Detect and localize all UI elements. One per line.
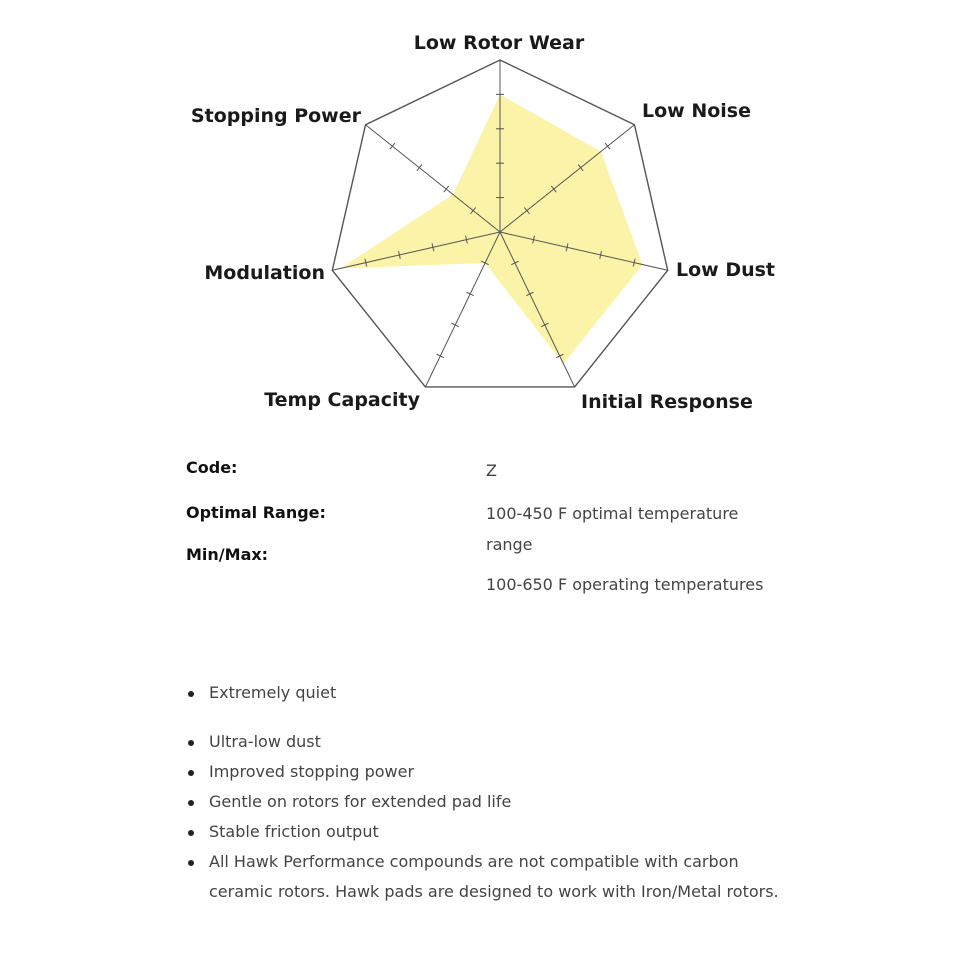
feature-list: [186, 678, 786, 907]
data-area: [341, 94, 643, 363]
axis-tick: [390, 143, 395, 149]
axis-tick: [437, 354, 444, 357]
axis-label: Low Noise: [642, 100, 751, 122]
min-max-value: 100-650 F operating temperatures: [486, 575, 764, 594]
list-item: Extremely quiet: [186, 678, 786, 708]
axis-label: Temp Capacity: [264, 389, 420, 411]
axis-label: Modulation: [204, 262, 325, 284]
optimal-range-label: Optimal Range:: [186, 503, 326, 522]
list-item: Gentle on rotors for extended pad life: [186, 787, 786, 817]
axis-label: Stopping Power: [190, 105, 361, 127]
list-item: Stable friction output: [186, 817, 786, 847]
axis-label: Low Rotor Wear: [413, 32, 585, 54]
axis-tick: [467, 292, 474, 295]
code-label: Code:: [186, 458, 238, 477]
list-item: Ultra-low dust: [186, 727, 786, 757]
axis-tick: [444, 186, 449, 192]
axis-tick: [605, 143, 610, 149]
axis-label: Low Dust: [676, 259, 776, 281]
axis-tick: [452, 323, 459, 326]
axis-label: Initial Response: [581, 391, 753, 413]
min-max-label: Min/Max:: [186, 545, 269, 564]
axis-tick: [417, 165, 422, 171]
list-item: All Hawk Performance compounds are not compatible with carbon ceramic rotors. Hawk pads are designed to work with Iron/Metal rotors.: [186, 847, 786, 907]
code-value: Z: [486, 461, 497, 480]
list-item: Improved stopping power: [186, 757, 786, 787]
optimal-range-value: 100-450 F optimal temperature range: [486, 504, 739, 554]
radar-chart: [0, 0, 960, 440]
